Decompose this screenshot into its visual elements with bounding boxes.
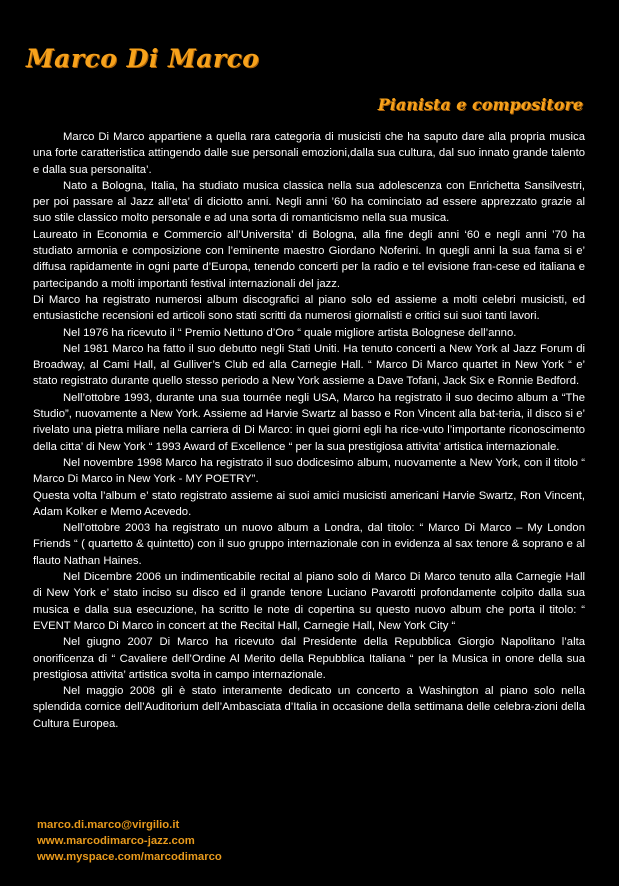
bio-paragraph: Nell’ottobre 2003 ha registrato un nuovo album a Londra, dal titolo: “ Marco Di Marco – My London Friends “ ( quartetto & quintetto) con il suo gruppo internazionale con in evidenza al sax tenore & soprano e al flauto Nathan Haines.	[33, 522, 585, 567]
biography-text	[33, 129, 585, 732]
bio-paragraph: Nel novembre 1998 Marco ha registrato il suo dodicesimo album, nuovamente a New York, con il titolo “ Marco Di Marco in New York - MY POETRY”.	[33, 456, 585, 486]
email-link[interactable]: marco.di.marco@virgilio.it	[37, 819, 180, 831]
bio-paragraph: Di Marco ha registrato numerosi album discografici al piano solo ed assieme a molti celebri musicisti, ed entusiastiche recensioni ed articoli sono stati scritti da numerosi giornalisti e critici sui suoi tanti lavori.	[33, 293, 585, 323]
contact-block	[37, 817, 222, 865]
bio-paragraph: Questa volta l’album e’ stato registrato assieme ai suoi amici musicisti americani Harvie Swartz, Ron Vincent, Adam Kolker e Memo Acevedo.	[33, 489, 585, 518]
page-subtitle: Pianista e compositore	[377, 95, 583, 114]
bio-paragraph: Nel 1976 ha ricevuto il “ Premio Nettuno d’Oro “ quale migliore artista Bolognese dell’anno.	[63, 326, 517, 339]
bio-paragraph: Nel giugno 2007 Di Marco ha ricevuto dal Presidente della Repubblica Giorgio Napolitano l’alta onorificenza di “ Cavaliere dell’Ordine Al Merito della Repubblica Italiana “ per la Musica in onore della sua prestigiosa attivita’ artistica svolta in campo internazionale.	[33, 636, 585, 681]
bio-paragraph: Nato a Bologna, Italia, ha studiato musica classica nella sua adolescenza con Enrichetta Sansilvestri, per poi passare al Jazz all’eta’ di diciotto anni. Negli anni ’60 ha cominciato ad essere apprezzato grazie al suo stile classico molto personale e ad una sorta di romanticismo nella sua musica.	[33, 179, 585, 225]
page-title: Marco Di Marco	[26, 44, 260, 73]
website-link[interactable]: www.marcodimarco-jazz.com	[37, 835, 195, 847]
bio-paragraph: Marco Di Marco appartiene a quella rara categoria di musicisti che ha saputo dare alla propria musica una forte caratteristica attingendo dalle sue personali emozioni,dalla sua cultura, dal suo innato grande talento e dalla sua personalita’.	[33, 131, 585, 176]
bio-paragraph: Nel Dicembre 2006 un indimenticabile recital al piano solo di Marco Di Marco tenuto alla Carnegie Hall di New York e’ stato inciso su disco ed il grande tenore Luciano Pavarotti profondamente colpito dalla sua musica e dalla sua esecuzione, ha scritto le note di copertina su questo nuovo album che porta il titolo: “ EVENT Marco Di Marco in concert at the Recital Hall, Carnegie Hall, New York City “	[33, 571, 585, 632]
myspace-link[interactable]: www.myspace.com/marcodimarco	[37, 851, 222, 863]
bio-paragraph: Nel maggio 2008 gli è stato interamente dedicato un concerto a Washington al piano solo nella splendida cornice dell’Auditorium dell’Ambasciata d’Italia in occasione della settimana delle celebra-zioni della Cultura Europea.	[33, 685, 585, 730]
bio-paragraph: Laureato in Economia e Commercio all’Universita’ di Bologna, alla fine degli anni ‘60 e negli anni ’70 ha studiato armonia e composizione con l’eminente maestro Giordano Noferini. In quegli anni la sua fama si e’ diffusa rapidamente in ogni parte d’Europa, tenendo concerti per la radio e tel evisione fran-cese ed italiana e partecipando a molti importanti festival internazionali del jazz.	[33, 228, 585, 290]
bio-paragraph: Nell’ottobre 1993, durante una sua tournée negli USA, Marco ha registrato il suo decimo album a “The Studio”, nuovamente a New York. Assieme ad Harvie Swartz al basso e Ron Vincent alla bat-teria, il disco si e’ rivelato una pietra miliare nella carriera di Di Marco: in quei giorni egli ha rice-vuto l’importante riconoscimento della citta’ di New York “ 1993 Award of Excellence “ per la sua prestigiosa attivita’ artistica internazionale.	[33, 391, 585, 453]
bio-paragraph: Nel 1981 Marco ha fatto il suo debutto negli Stati Uniti. Ha tenuto concerti a New York al Jazz Forum di Broadway, al Cami Hall, al Gulliver’s Club ed alla Carnegie Hall. “ Marco Di Marco quartet in New York “ e’ stato registrato durante quello stesso periodo a New York assieme a Dave Tofani, Jack Six e Ronnie Bedford.	[33, 342, 585, 388]
